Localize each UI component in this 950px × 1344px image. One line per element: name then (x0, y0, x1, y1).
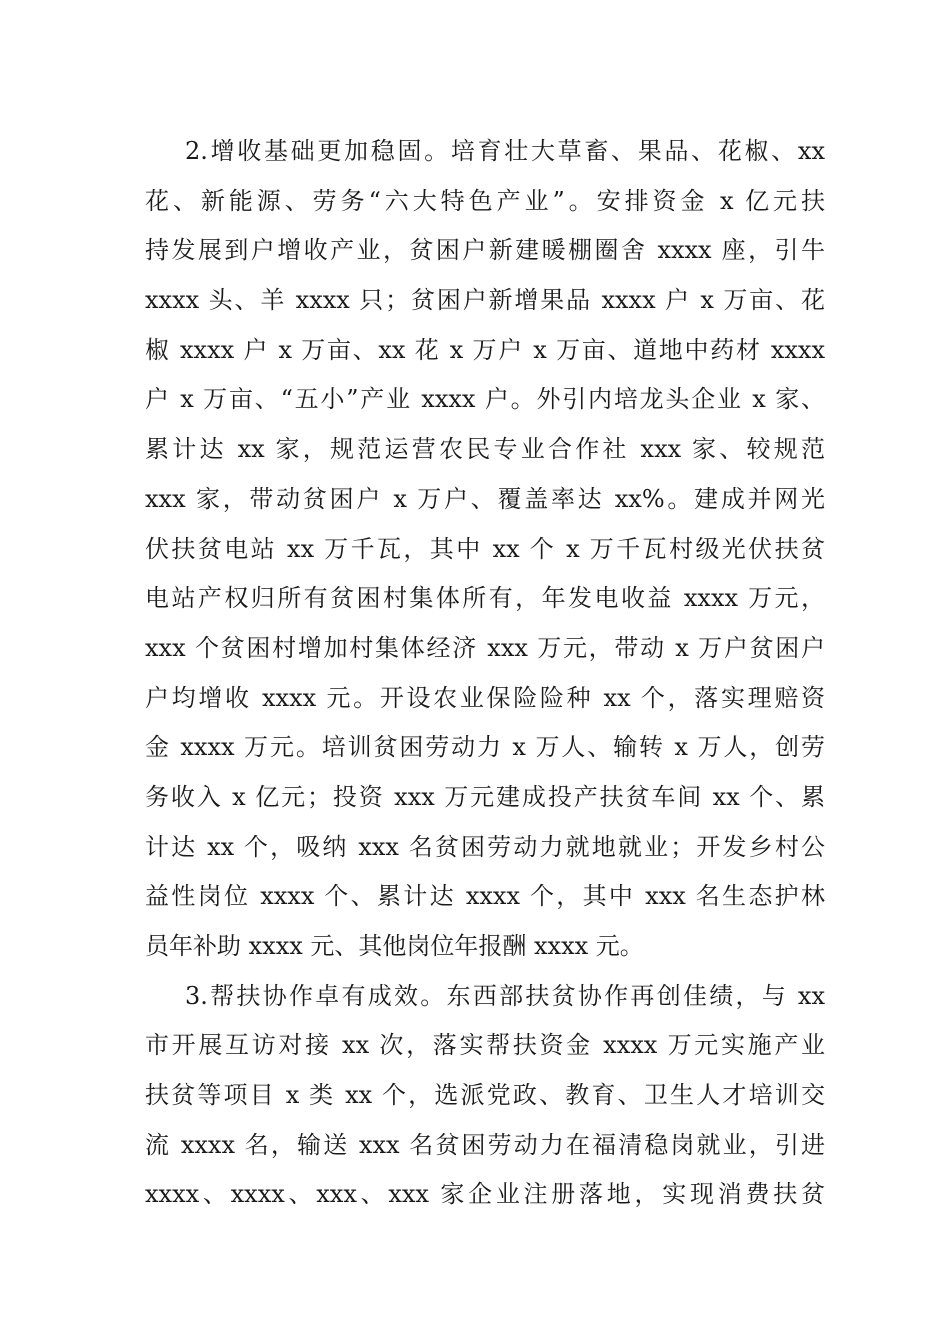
text-line: 持发展到户增收产业，贫困户新建暖棚圈舍 xxxx 座，引牛 (145, 236, 825, 265)
paragraph-income-base (145, 127, 825, 972)
text-line: 伏扶贫电站 xx 万千瓦，其中 xx 个 x 万千瓦村级光伏扶贫 (145, 534, 825, 563)
text-line: 务收入 x 亿元；投资 xxx 万元建成投产扶贫车间 xx 个、累 (145, 782, 825, 811)
text-line: 益性岗位 xxxx 个、累计达 xxxx 个，其中 xxx 名生态护林 (145, 882, 825, 911)
text-line: 员年补助 xxxx 元、其他岗位年报酬 xxxx 元。 (145, 932, 644, 960)
text-line: xxxx、xxxx、xxx、xxx 家企业注册落地，实现消费扶贫 (145, 1180, 825, 1209)
text-line: 3.帮扶协作卓有成效。东西部扶贫协作再创佳绩，与 xx (185, 981, 825, 1010)
paragraph-assistance-cooperation (145, 972, 825, 1220)
text-line: 金 xxxx 万元。培训贫困劳动力 x 万人、输转 x 万人，创劳 (145, 733, 825, 762)
text-line: 电站产权归所有贫困村集体所有，年发电收益 xxxx 万元， (145, 584, 825, 613)
text-line: 户均增收 xxxx 元。开设农业保险险种 xx 个，落实理赔资 (145, 683, 825, 712)
text-line: xxx 家，带动贫困户 x 万户、覆盖率达 xx%。建成并网光 (145, 484, 825, 513)
text-line: xxxx 头、羊 xxxx 只；贫困户新增果品 xxxx 户 x 万亩、花 (145, 286, 825, 315)
text-line: 椒 xxxx 户 x 万亩、xx 花 x 万户 x 万亩、道地中药材 xxxx (145, 335, 825, 364)
text-line: 累计达 xx 家，规范运营农民专业合作社 xxx 家、较规范 (145, 435, 825, 464)
text-line: 花、新能源、劳务“六大特色产业”。安排资金 x 亿元扶 (145, 186, 825, 215)
text-line: 扶贫等项目 x 类 xx 个，选派党政、教育、卫生人才培训交 (145, 1081, 825, 1110)
text-line: 计达 xx 个，吸纳 xxx 名贫困劳动力就地就业；开发乡村公 (145, 832, 825, 861)
document-body (145, 127, 825, 1220)
text-line: 市开展互访对接 xx 次，落实帮扶资金 xxxx 万元实施产业 (145, 1031, 825, 1060)
text-line: xxx 个贫困村增加村集体经济 xxx 万元，带动 x 万户贫困户 (145, 633, 825, 662)
text-line: 2.增收基础更加稳固。培育壮大草畜、果品、花椒、xx (185, 137, 825, 165)
text-line: 流 xxxx 名，输送 xxx 名贫困劳动力在福清稳岗就业，引进 (145, 1130, 825, 1159)
text-line: 户 x 万亩、“五小”产业 xxxx 户。外引内培龙头企业 x 家、 (145, 385, 825, 414)
